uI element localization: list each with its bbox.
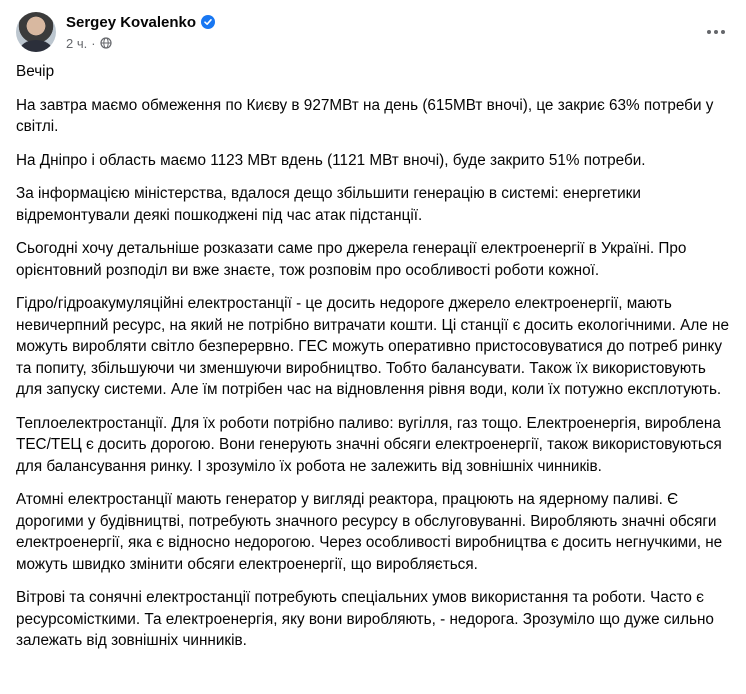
globe-icon[interactable] xyxy=(100,37,112,49)
separator-dot: · xyxy=(91,35,96,51)
post-paragraph: Сьогодні хочу детальніше розказати саме про джерела генерації електроенергії в Україні. Про орієнтовний розподіл ви вже знаєте, тож розповім про особливості роботи кожної. xyxy=(16,240,687,279)
post-paragraph: За інформацією міністерства, вдалося дещо збільшити генерацію в системі: енергетики відремонтували деякі пошкоджені під час атак підстанції. xyxy=(16,185,641,224)
post-paragraph: Атомні електростанції мають генератор у вигляді реактора, працюють на ядерному паливі. Є дорогими у будівництві, потребують значного ресурсу в обслуговуванні. Виробляють значні обсяги електроенергії, яка є відносно недорогою. Через особливості виробництва є досить негнучкими, не можуть швидко змінити обсяги електроенергії, що виробляється. xyxy=(16,491,723,573)
post-paragraph: На Дніпро і область маємо 1123 МВт вдень (1121 МВт вночі), буде закрито 51% потреби. xyxy=(16,151,646,169)
post-paragraph: На завтра маємо обмеження по Києву в 927МВт на день (615МВт вночі), це закриє 63% потреби у світлі. xyxy=(16,96,714,135)
post-header xyxy=(16,8,215,56)
verified-badge-icon xyxy=(201,15,215,29)
post-paragraph: Гідро/гідроакумуляційні електростанції - це досить недороге джерело електроенергії, мають невичерпний ресурс, на який не потрібно витрачати кошти. Ці станції є досить екологічними. Але не можуть виробляти світло безперервно. ГЕС можуть оперативно пристосовуватися до потреб ринку та попиту, збільшуючи чи зменшуючи виробництво. Тобто балансувати. Також їх використовують для запуску системи. Але їм потрібен час на відновлення рівня води, коли їх потужно експлотують. xyxy=(16,295,729,398)
author-name-row xyxy=(66,12,215,32)
post-paragraph: Теплоелектростанції. Для їх роботи потрібно паливо: вугілля, газ тощо. Електроенергія, вироблена ТЕС/ТЕЦ є досить дорогою. Вони генерують значні обсяги електроенергії, також використовуються для балансування ринку. І зрозуміло їх робота не залежить від зовнішніх чинників. xyxy=(16,414,722,475)
author-avatar[interactable] xyxy=(16,12,56,52)
post-timestamp[interactable]: 2 ч. xyxy=(66,35,88,51)
post-paragraph: Вітрові та сонячні електростанції потребують спеціальних умов використання та роботи. Часто є ресурсомісткими. Та електроенергія, яку вони виробляють, - недорога. Зрозуміло що дуже сильно залежать від зовнішніх чинників. xyxy=(16,589,714,649)
more-options-icon[interactable] xyxy=(698,14,734,50)
post-sub-row xyxy=(66,34,215,52)
post-paragraph: Вечір xyxy=(16,63,55,80)
author-meta xyxy=(66,12,215,52)
author-name[interactable]: Sergey Kovalenko xyxy=(66,13,197,31)
avatar-silhouette xyxy=(20,40,52,52)
post-text xyxy=(16,61,732,664)
checkmark-icon xyxy=(203,17,213,27)
